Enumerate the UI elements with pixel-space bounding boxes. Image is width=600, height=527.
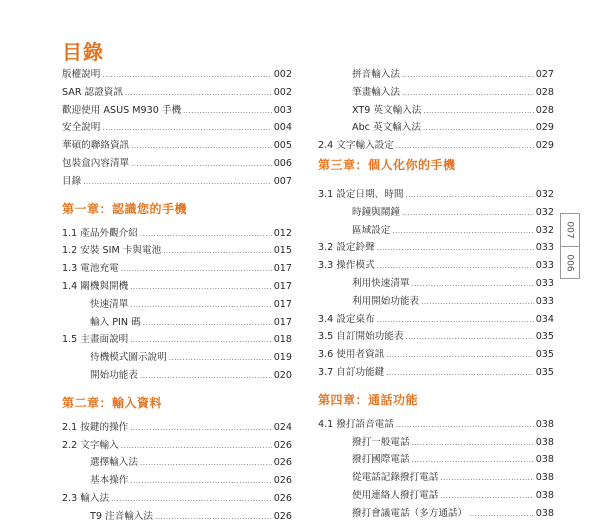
chapter-heading: 第三章：個人化你的手機 xyxy=(318,157,456,172)
toc-subentry[interactable] xyxy=(318,84,554,102)
toc-page-number: 029 xyxy=(535,122,554,134)
toc-entry-title: 歡迎使用 ASUS M930 手機 xyxy=(62,104,182,116)
dot-leader xyxy=(169,350,272,368)
dot-leader xyxy=(469,506,534,524)
toc-page-number: 015 xyxy=(273,245,292,257)
toc-entry-title: 撥打國際電話 xyxy=(352,454,410,466)
toc-subentry[interactable] xyxy=(318,451,554,469)
toc-entry-title: 利用開始功能表 xyxy=(352,295,420,307)
dot-leader xyxy=(102,120,271,138)
toc-entry-title: 包裝盒內容清單 xyxy=(62,157,130,169)
toc-page-number: 035 xyxy=(535,366,554,378)
toc-page-number: 017 xyxy=(273,263,292,275)
toc-subentry[interactable] xyxy=(62,472,292,490)
toc-page-number: 005 xyxy=(273,140,292,152)
dot-leader xyxy=(396,138,534,156)
toc-entry-title: 4.1 撥打語音電話 xyxy=(318,418,394,430)
toc-entry-title: 版權說明 xyxy=(62,69,101,80)
toc-entry[interactable] xyxy=(62,102,292,120)
dot-leader xyxy=(130,473,271,491)
dot-leader xyxy=(386,365,533,383)
dot-leader xyxy=(440,470,533,488)
dot-leader xyxy=(140,226,272,244)
toc-entry-title: 快速清單 xyxy=(90,298,129,310)
toc-page-number: 032 xyxy=(535,188,554,200)
page-number-bottom: 006 xyxy=(565,254,575,272)
dot-leader xyxy=(140,368,272,386)
toc-entry[interactable] xyxy=(62,155,292,173)
toc-page-number: 033 xyxy=(535,242,554,254)
dot-leader xyxy=(405,187,533,205)
toc-page-number: 017 xyxy=(273,280,292,292)
toc-entry[interactable] xyxy=(62,84,292,102)
toc-subentry[interactable] xyxy=(318,66,554,84)
dot-leader xyxy=(121,261,272,279)
page-number-tab xyxy=(560,213,580,279)
dot-leader xyxy=(377,240,534,258)
toc-subentry[interactable] xyxy=(318,487,554,505)
toc-page-number: 028 xyxy=(535,86,554,98)
chapter-heading: 第四章：通話功能 xyxy=(318,392,419,407)
toc-page-number: 004 xyxy=(273,122,292,134)
toc-entry[interactable] xyxy=(318,186,554,204)
toc-entry[interactable] xyxy=(318,239,554,257)
toc-page-number: 020 xyxy=(273,369,292,381)
dot-leader xyxy=(140,455,272,473)
toc-entry-title: 2.1 按鍵的操作 xyxy=(62,421,129,433)
dot-leader xyxy=(130,420,271,438)
chapter-heading: 第一章：認識您的手機 xyxy=(62,201,188,216)
toc-entry[interactable] xyxy=(62,66,292,84)
toc-page-number: 038 xyxy=(535,507,554,519)
toc-subentry[interactable] xyxy=(318,275,554,293)
toc-page-number: 033 xyxy=(535,277,554,289)
toc-entry-title: 筆畫輸入法 xyxy=(352,86,400,98)
dot-leader xyxy=(412,435,534,453)
dot-leader xyxy=(143,315,272,333)
toc-subentry[interactable] xyxy=(318,119,554,137)
toc-subentry[interactable] xyxy=(318,102,554,120)
dot-leader xyxy=(421,294,534,312)
toc-entry-title: 撥打會議電話（多方通話） xyxy=(352,507,468,519)
toc-left-column xyxy=(62,66,292,526)
toc-entry-title: 區域設定 xyxy=(352,224,391,236)
toc-entry[interactable] xyxy=(318,328,554,346)
toc-page-number: 038 xyxy=(535,454,554,466)
toc-page-number: 018 xyxy=(273,334,292,346)
toc-entry-title: 基本操作 xyxy=(90,475,129,487)
toc-entry[interactable] xyxy=(62,225,292,243)
toc-entry[interactable] xyxy=(62,437,292,455)
toc-entry-title: 2.4 文字輸入設定 xyxy=(318,140,394,152)
dot-leader xyxy=(392,223,533,241)
toc-entry-title: 3.1 設定日期、時間 xyxy=(318,188,404,200)
dot-leader xyxy=(377,312,534,330)
toc-entry-title: 3.6 使用者資訊 xyxy=(318,349,385,361)
toc-entry-title: SAR 認證資訊 xyxy=(62,86,123,98)
dot-leader xyxy=(121,438,272,456)
toc-page-number: 026 xyxy=(273,510,292,522)
toc-entry-title: 開始功能表 xyxy=(90,369,138,381)
dot-leader xyxy=(440,488,533,506)
toc-page-number: 033 xyxy=(535,295,554,307)
toc-entry[interactable] xyxy=(62,331,292,349)
toc-entry-title: 2.3 輸入法 xyxy=(62,492,110,504)
dot-leader xyxy=(396,417,534,435)
toc-entry-title: 華碩的聯絡資訊 xyxy=(62,140,130,152)
toc-entry-title: 選擇輸入法 xyxy=(90,457,138,469)
dot-leader xyxy=(83,174,272,192)
toc-page-number: 026 xyxy=(273,492,292,504)
toc-entry-title: 拼音輸入法 xyxy=(352,69,400,80)
dot-leader xyxy=(405,329,533,347)
dot-leader xyxy=(402,67,534,85)
dot-leader xyxy=(130,332,271,350)
toc-page-number: 038 xyxy=(535,472,554,484)
toc-entry-title: 1.4 關機與開機 xyxy=(62,280,129,292)
toc-page-number: 002 xyxy=(273,86,292,98)
toc-page-number: 028 xyxy=(535,104,554,116)
toc-entry-title: XT9 英文輸入法 xyxy=(352,104,422,116)
toc-page-number: 032 xyxy=(535,224,554,236)
toc-subentry[interactable] xyxy=(318,469,554,487)
toc-entry-title: 輸入 PIN 碼 xyxy=(90,316,141,328)
toc-entry-title: 3.5 自訂開始功能表 xyxy=(318,331,404,343)
toc-subentry[interactable] xyxy=(318,434,554,452)
toc-right-column xyxy=(318,66,554,523)
dot-leader xyxy=(412,452,534,470)
toc-page-number: 024 xyxy=(273,421,292,433)
toc-page-number: 019 xyxy=(273,352,292,364)
dot-leader xyxy=(102,67,271,85)
dot-leader xyxy=(402,205,534,223)
dot-leader xyxy=(131,138,272,156)
toc-subentry[interactable] xyxy=(318,505,554,523)
toc-entry-title: Abc 英文輸入法 xyxy=(352,122,421,134)
toc-page-number: 038 xyxy=(535,489,554,501)
toc-entry[interactable] xyxy=(318,257,554,275)
toc-entry-title: 從電話記錄撥打電話 xyxy=(352,472,439,484)
dot-leader xyxy=(111,491,272,509)
toc-page-number: 006 xyxy=(273,157,292,169)
dot-leader xyxy=(423,103,533,121)
dot-leader xyxy=(130,279,271,297)
toc-subentry[interactable] xyxy=(62,454,292,472)
toc-entry-title: 安全說明 xyxy=(62,122,101,134)
dot-leader xyxy=(377,258,534,276)
toc-subentry[interactable] xyxy=(318,293,554,311)
toc-page-number: 032 xyxy=(535,206,554,218)
toc-page-number: 026 xyxy=(273,439,292,451)
toc-page-number: 003 xyxy=(273,104,292,116)
toc-page-number: 012 xyxy=(273,227,292,239)
toc-page-number: 026 xyxy=(273,457,292,469)
page-title: 目錄 xyxy=(62,40,104,64)
toc-entry[interactable] xyxy=(62,137,292,155)
toc-entry[interactable] xyxy=(62,260,292,278)
toc-page-number: 027 xyxy=(535,69,554,80)
toc-subentry[interactable] xyxy=(62,314,292,332)
page-number-top: 007 xyxy=(561,214,579,247)
toc-entry-title: T9 注音輸入法 xyxy=(90,510,153,522)
chapter-heading: 第二章：輸入資料 xyxy=(62,395,163,410)
toc-page-number: 017 xyxy=(273,316,292,328)
toc-entry[interactable] xyxy=(62,119,292,137)
toc-subentry[interactable] xyxy=(318,204,554,222)
toc-entry-title: 1.5 主畫面說明 xyxy=(62,334,129,346)
toc-entry-title: 時鐘與鬧鐘 xyxy=(352,206,400,218)
toc-subentry[interactable] xyxy=(62,349,292,367)
toc-entry-title: 1.2 安裝 SIM 卡與電池 xyxy=(62,245,162,257)
dot-leader xyxy=(386,347,533,365)
toc-entry-title: 1.3 電池充電 xyxy=(62,263,119,275)
toc-subentry[interactable] xyxy=(318,222,554,240)
toc-entry[interactable] xyxy=(318,346,554,364)
toc-page-number: 035 xyxy=(535,331,554,343)
toc-entry[interactable] xyxy=(62,173,292,191)
toc-entry-title: 1.1 產品外觀介紹 xyxy=(62,227,138,239)
toc-entry[interactable] xyxy=(62,419,292,437)
toc-page-number: 029 xyxy=(535,140,554,152)
dot-leader xyxy=(125,85,272,103)
toc-entry-title: 使用連絡人撥打電話 xyxy=(352,489,439,501)
dot-leader xyxy=(402,85,534,103)
dot-leader xyxy=(163,243,272,261)
toc-entry-title: 2.2 文字輸入 xyxy=(62,439,119,451)
dot-leader xyxy=(412,276,534,294)
toc-page-number: 035 xyxy=(535,349,554,361)
toc-page-number: 026 xyxy=(273,475,292,487)
toc-page-number: 038 xyxy=(535,418,554,430)
dot-leader xyxy=(183,103,272,121)
toc-entry-title: 3.3 操作模式 xyxy=(318,260,375,272)
toc-entry-title: 3.7 自訂功能鍵 xyxy=(318,366,385,378)
toc-entry[interactable] xyxy=(318,416,554,434)
toc-page-number: 017 xyxy=(273,298,292,310)
toc-entry-title: 待機模式圖示說明 xyxy=(90,352,167,364)
toc-entry[interactable] xyxy=(62,490,292,508)
toc-subentry[interactable] xyxy=(62,367,292,385)
toc-entry[interactable] xyxy=(318,311,554,329)
toc-entry-title: 利用快速清單 xyxy=(352,277,410,289)
toc-page-number: 034 xyxy=(535,313,554,325)
toc-entry[interactable] xyxy=(62,278,292,296)
dot-leader xyxy=(131,156,272,174)
toc-page-number: 002 xyxy=(273,69,292,80)
toc-page-number: 038 xyxy=(535,436,554,448)
dot-leader xyxy=(155,509,272,527)
toc-entry-title: 目錄 xyxy=(62,175,82,187)
toc-page-number: 033 xyxy=(535,260,554,272)
toc-entry-title: 3.4 設定桌布 xyxy=(318,313,375,325)
dot-leader xyxy=(130,297,271,315)
toc-entry[interactable] xyxy=(62,242,292,260)
toc-entry-title: 3.2 設定鈴聲 xyxy=(318,242,375,254)
toc-entry-title: 撥打一般電話 xyxy=(352,436,410,448)
dot-leader xyxy=(423,120,534,138)
toc-subentry[interactable] xyxy=(62,296,292,314)
toc-page-number: 007 xyxy=(273,175,292,187)
toc-entry[interactable] xyxy=(318,364,554,382)
toc-entry[interactable] xyxy=(318,137,554,155)
